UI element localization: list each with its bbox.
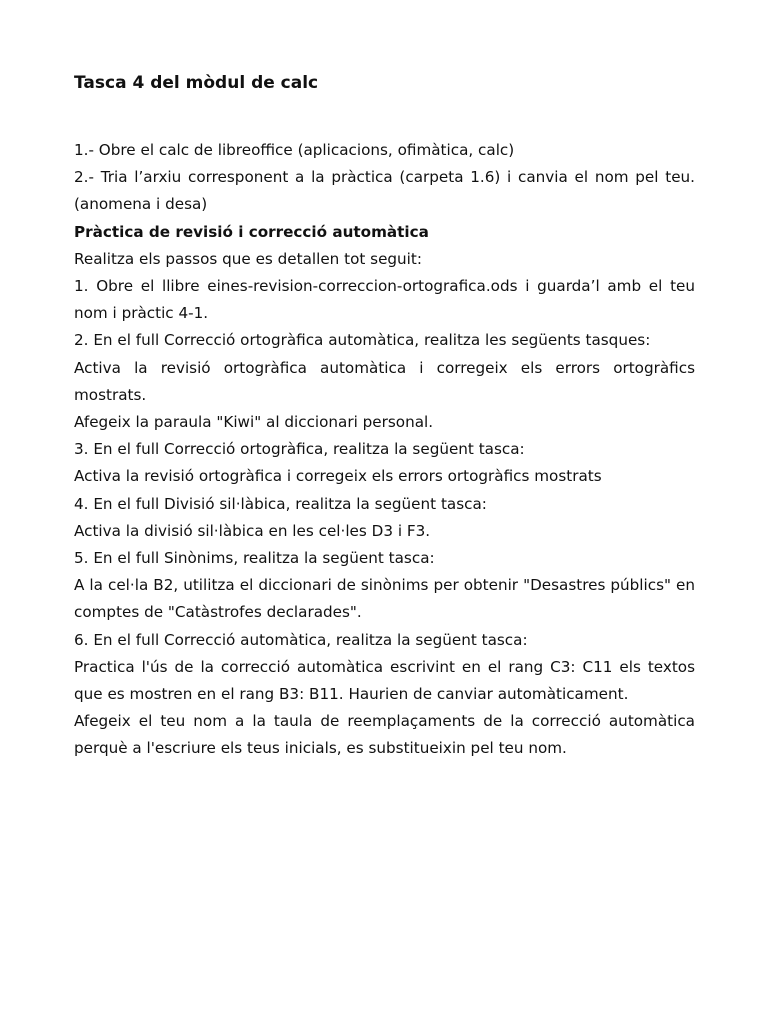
task-5-item-1: A la cel·la B2, utilitza el diccionari de sinònims per obtenir "Desastres públics" en comptes de "Catàstrofes declarades". [74, 576, 695, 622]
task-2-item-1: Activa la revisió ortogràfica automàtica i corregeix els errors ortogràfics mostrats. [74, 358, 695, 404]
document-body [74, 137, 695, 763]
task-6-item-2: Afegeix el teu nom a la taula de reemplaçaments de la correcció automàtica perquè a l'escriure els teus inicials, es substitueixin pel teu nom. [74, 712, 695, 758]
document-title: Tasca 4 del mòdul de calc [74, 73, 319, 93]
task-3: 3. En el full Correcció ortogràfica, realitza la següent tasca: [74, 440, 525, 459]
task-4-item-1: Activa la divisió sil·làbica en les cel·les D3 i F3. [74, 521, 431, 540]
task-4: 4. En el full Divisió sil·làbica, realitza la següent tasca: [74, 494, 487, 513]
intro-text: Realitza els passos que es detallen tot seguit: [74, 249, 422, 268]
task-1: 1. Obre el llibre eines-revision-correccion-ortografica.ods i guarda’l amb el teu nom i pràctic 4-1. [74, 277, 695, 323]
task-3-item-1: Activa la revisió ortogràfica i corregeix els errors ortogràfics mostrats [74, 467, 602, 486]
task-2-item-2: Afegeix la paraula "Kiwi" al diccionari personal. [74, 413, 434, 432]
step-choose-file: 2.- Tria l’arxiu corresponent a la pràctica (carpeta 1.6) i canvia el nom pel teu. (anomena i desa) [74, 168, 695, 214]
step-open-calc: 1.- Obre el calc de libreoffice (aplicacions, ofimàtica, calc) [74, 141, 515, 159]
task-6: 6. En el full Correcció automàtica, realitza la següent tasca: [74, 630, 528, 649]
task-2: 2. En el full Correcció ortogràfica automàtica, realitza les següents tasques: [74, 331, 651, 350]
section-heading: Pràctica de revisió i correcció automàtica [74, 222, 429, 241]
task-5: 5. En el full Sinònims, realitza la següent tasca: [74, 549, 435, 568]
task-6-item-1: Practica l'ús de la correcció automàtica escrivint en el rang C3: C11 els textos que es mostren en el rang B3: B11. Haurien de canviar automàticament. [74, 657, 695, 704]
